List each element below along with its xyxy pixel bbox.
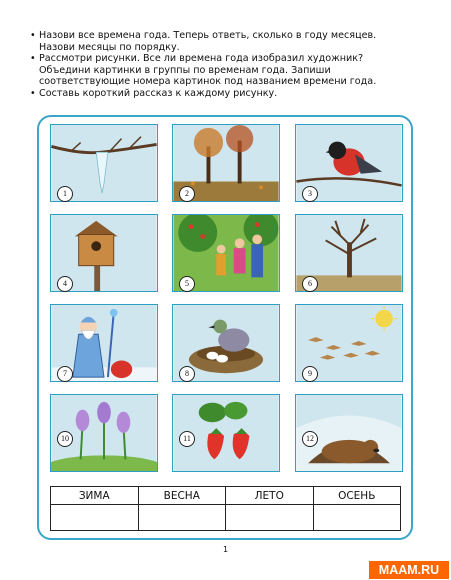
instruction-text: Составь короткий рассказ к каждому рисунку.	[39, 87, 278, 99]
picture-number: 4	[57, 276, 73, 292]
season-header-summer: ЛЕТО	[226, 487, 314, 505]
bullet-icon: •	[30, 30, 36, 41]
picture-number: 3	[302, 186, 318, 202]
instruction-item	[30, 88, 410, 100]
answer-cell-autumn[interactable]	[313, 505, 401, 531]
instruction-text: Рассмотри рисунки. Все ли времена года изобразил художник? Объедини картинки в группы по временам года. Запиши соответствующие номера картинок под названием времени года.	[39, 53, 377, 88]
picture-number: 9	[302, 366, 318, 382]
picture-number: 1	[57, 186, 73, 202]
picture-number: 7	[57, 366, 73, 382]
picture-number: 12	[302, 431, 318, 447]
instructions-list	[30, 30, 410, 100]
picture-number: 5	[179, 276, 195, 292]
answer-cell-winter[interactable]	[51, 505, 139, 531]
season-header-autumn: ОСЕНЬ	[313, 487, 401, 505]
picture-number: 8	[179, 366, 195, 382]
seasons-table	[50, 486, 401, 531]
instruction-text: Назови все времена года. Теперь ответь, сколько в году месяцев. Назови месяцы по порядку.	[39, 30, 377, 53]
picture-number: 11	[179, 431, 195, 447]
season-header-spring: ВЕСНА	[138, 487, 226, 505]
picture-number: 6	[302, 276, 318, 292]
picture-number: 10	[57, 431, 73, 447]
season-header-winter: ЗИМА	[51, 487, 139, 505]
answer-cell-summer[interactable]	[226, 505, 314, 531]
instruction-item	[30, 53, 410, 88]
instruction-item	[30, 30, 410, 53]
bullet-icon: •	[30, 87, 36, 99]
answer-cell-spring[interactable]	[138, 505, 226, 531]
brand-logo[interactable]: MAAM.RU	[369, 561, 449, 579]
bullet-icon: •	[30, 53, 36, 65]
page-number: 1	[222, 545, 229, 554]
picture-number: 2	[179, 186, 195, 202]
